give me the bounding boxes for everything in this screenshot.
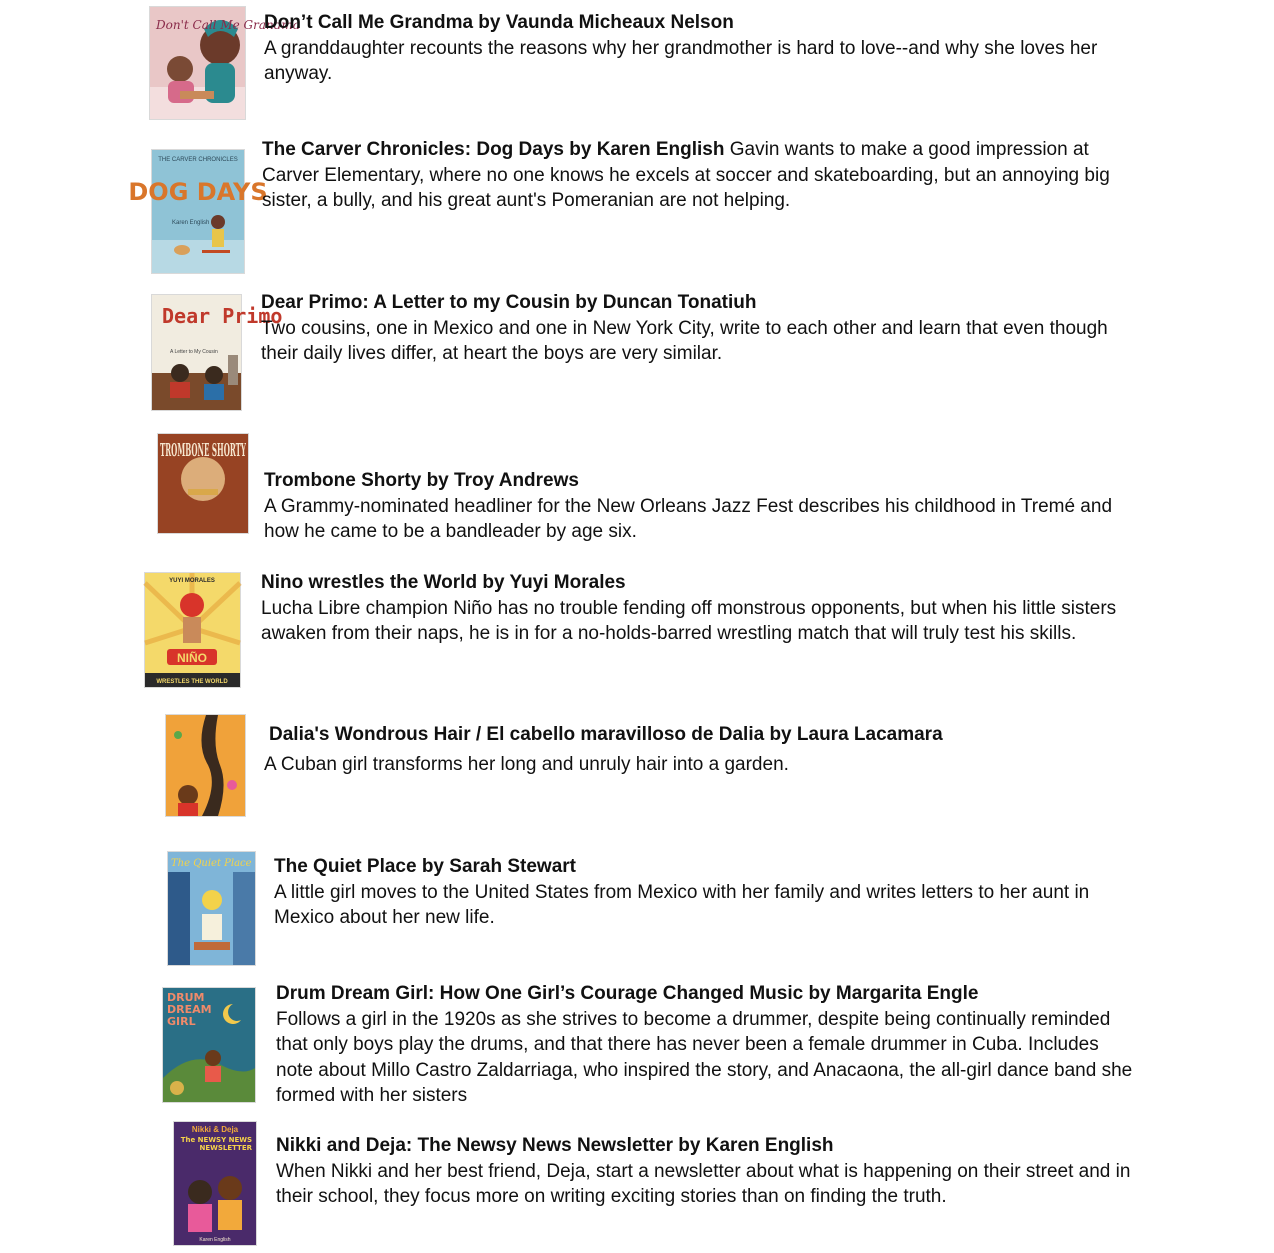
book-description: Two cousins, one in Mexico and one in New York City, write to each other and learn that even though their daily lives differ, at heart the boys are very similar. [261, 317, 1108, 364]
cover-author-text: YUYI MORALES [169, 578, 215, 584]
book-description: Follows a girl in the 1920s as she strives to become a drummer, despite being continually reminded that only boys play the drums, and that there has never been a female drummer in Cuba. Includes note about Millo Castro Zaldarriaga, who inspired the story, and Anacaona, the all-girl dance band she formed with her sisters [276, 1008, 1133, 1106]
book-description: Lucha Libre champion Niño has no trouble fending off monstrous opponents, but when his little sisters awaken from their naps, he is in for a no-holds-barred wrestling match that will truly test his skills. [261, 597, 1117, 644]
cover-author-text: Karen English [199, 1237, 231, 1243]
cover-title-text: DOG DAYS [128, 178, 268, 206]
book-cover-image [152, 295, 283, 410]
book-cover-image [150, 7, 300, 119]
cover-series-text: THE CARVER CHRONICLES [158, 157, 238, 163]
book-title: Nino wrestles the World by Yuyi Morales [261, 572, 626, 593]
book-title: The Quiet Place by Sarah Stewart [274, 856, 576, 877]
book-cover-image [163, 988, 255, 1102]
book-cover-image [145, 573, 240, 687]
cover-title-text: Nikki & Deja [191, 1125, 239, 1134]
book-cover-image [168, 852, 255, 965]
cover-subtitle-text: WRESTLES THE WORLD [156, 679, 228, 685]
cover-title-text: DRUM DREAM GIRL [167, 991, 212, 1028]
book-cover-image [166, 715, 245, 816]
book-title: Nikki and Deja: The Newsy News Newsletter by Karen English [276, 1135, 834, 1156]
book-cover-image [128, 150, 268, 273]
book-title: Don’t Call Me Grandma by Vaunda Micheaux Nelson [264, 12, 734, 33]
book-cover-image [174, 1122, 256, 1245]
book-description: Gavin wants to make a good impression at Carver Elementary, where no one knows he excels at soccer and skateboarding, but an annoying big sister, a bully, and his great aunt's Pomeranian are not helping. [262, 139, 1110, 211]
book-description: A Grammy-nominated headliner for the New Orleans Jazz Fest describes his childhood in Tremé and how he came to be a bandleader by age six. [264, 495, 1113, 542]
book-title: The Carver Chronicles: Dog Days by Karen English [262, 139, 725, 160]
cover-title-text: NIÑO [177, 651, 207, 665]
cover-author-text: Karen English [172, 220, 210, 226]
book-description: A little girl moves to the United States from Mexico with her family and writes letters to her aunt in Mexico about her new life. [274, 881, 1090, 928]
book-description: A Cuban girl transforms her long and unruly hair into a garden. [264, 754, 789, 775]
book-description: A granddaughter recounts the reasons why her grandmother is hard to love--and why she loves her anyway. [264, 37, 1098, 84]
book-title: Trombone Shorty by Troy Andrews [264, 470, 579, 491]
book-title: Drum Dream Girl: How One Girl’s Courage Changed Music by Margarita Engle [276, 983, 979, 1004]
cover-subtitle-text: The NEWSY NEWS NEWSLETTER [180, 1136, 252, 1152]
cover-title-text: Dear Primo [162, 304, 283, 328]
book-cover-image [158, 434, 248, 533]
book-description: When Nikki and her best friend, Deja, start a newsletter about what is happening on their street and in their school, they focus more on writing exciting stories than on finding the truth. [276, 1160, 1131, 1207]
book-title: Dalia's Wondrous Hair / El cabello maravilloso de Dalia by Laura Lacamara [269, 724, 943, 745]
cover-title-text: Don't Call Me Grandma [156, 18, 300, 32]
book-title: Dear Primo: A Letter to my Cousin by Duncan Tonatiuh [261, 292, 757, 313]
cover-title-text: The Quiet Place [171, 858, 252, 869]
cover-title-text: TROMBONE SHORTY [160, 440, 247, 461]
cover-subtitle-text: A Letter to My Cousin [170, 349, 218, 355]
